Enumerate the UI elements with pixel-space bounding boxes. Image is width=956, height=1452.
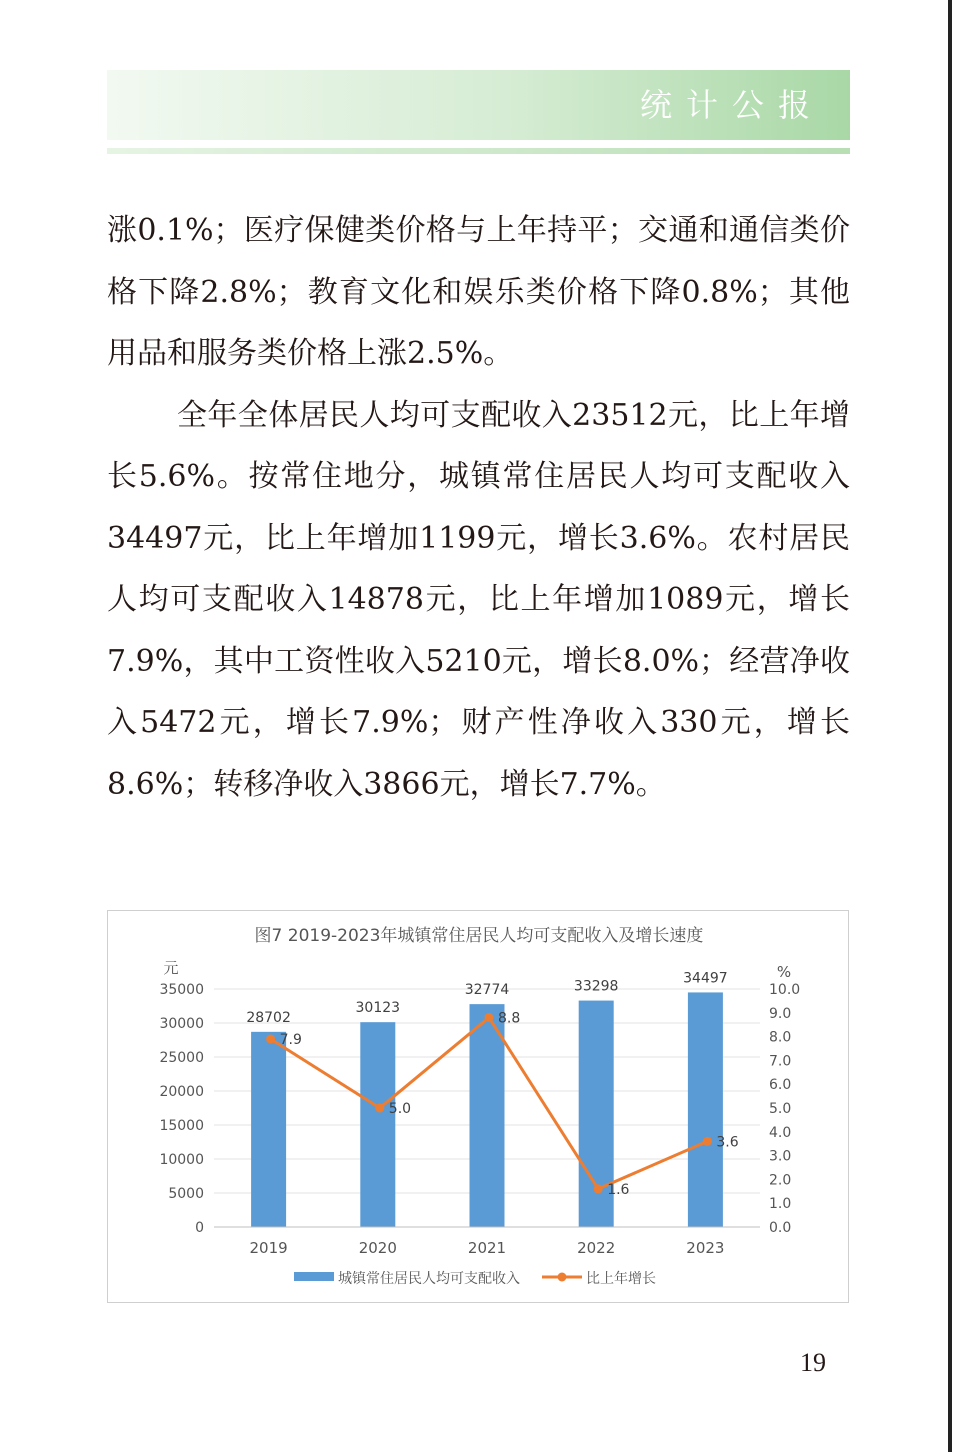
growth-value-label: 1.6	[607, 1181, 630, 1198]
legend-swatch-bar	[294, 1272, 334, 1281]
left-tick-label: 5000	[168, 1186, 204, 1202]
bar-2021	[470, 1004, 505, 1227]
growth-point-2020	[375, 1104, 384, 1113]
left-tick-label: 10000	[159, 1152, 204, 1168]
x-tick-label: 2021	[467, 1239, 507, 1257]
legend-label-income: 城镇常住居民人均可支配收入	[338, 1271, 520, 1287]
x-tick-label: 2022	[577, 1239, 616, 1257]
paragraph-price: 涨0.1%；医疗保健类价格与上年持平；交通和通信类价格下降2.8%；教育文化和娱乐类价格下降0.8%；其他用品和服务类价格上涨2.5%。	[107, 213, 850, 371]
growth-point-2023	[703, 1137, 712, 1146]
right-tick-label: 1.0	[769, 1196, 792, 1213]
bar-value-label: 30123	[355, 1000, 401, 1017]
right-tick-label: 0.0	[769, 1220, 792, 1236]
right-tick-label: 3.0	[769, 1148, 792, 1165]
growth-point-2019	[266, 1034, 275, 1043]
left-axis-unit: 元	[163, 959, 179, 977]
bar-series	[251, 992, 723, 1227]
right-tick-label: 4.0	[769, 1124, 792, 1141]
growth-value-label: 7.9	[279, 1031, 302, 1048]
left-tick-label: 20000	[159, 1084, 204, 1100]
income-chart	[107, 910, 849, 1303]
chart-canvas	[108, 911, 850, 1304]
bar-value-label: 34497	[683, 970, 728, 987]
bar-value-label: 28702	[246, 1009, 291, 1026]
right-tick-label: 6.0	[769, 1077, 792, 1094]
left-tick-label: 15000	[159, 1118, 204, 1134]
legend-swatch-marker	[558, 1273, 567, 1282]
bar-value-label: 32774	[464, 982, 510, 999]
right-tick-label: 5.0	[769, 1101, 792, 1117]
left-tick-label: 30000	[159, 1016, 204, 1032]
growth-point-2022	[594, 1184, 603, 1193]
chart-title: 图7 2019-2023年城镇常住居民人均可支配收入及增长速度	[254, 926, 704, 946]
growth-value-label: 8.8	[498, 1010, 521, 1027]
left-tick-label: 0	[195, 1220, 204, 1236]
growth-value-label: 3.6	[716, 1134, 739, 1151]
right-tick-label: 8.0	[769, 1029, 792, 1046]
left-tick-label: 35000	[159, 982, 204, 998]
legend	[294, 1270, 656, 1287]
paragraph-income: 全年全体居民人均可支配收入23512元，比上年增长5.6%。按常住地分，城镇常住居民人均可支配收入34497元，比上年增加1199元，增长3.6%。农村居民人均可支配收入14878元，比上年增加1089元，增长7.9%，其中工资性收入5210元，增长8.0%；经营净收入5472元，增长7.9%；财产性净收入330元，增长8.6%；转移净收入3866元，增长7.7%。	[107, 397, 850, 802]
x-tick-label: 2019	[249, 1239, 288, 1257]
bar-value-label: 33298	[573, 978, 619, 995]
right-tick-label: 7.0	[769, 1053, 792, 1070]
growth-value-label: 5.0	[388, 1101, 412, 1117]
page-edge-rule	[948, 0, 952, 1452]
right-tick-label: 10.0	[769, 982, 801, 998]
x-tick-label: 2023	[686, 1239, 725, 1257]
bar-2019	[251, 1032, 286, 1227]
body-text	[107, 200, 850, 815]
left-tick-label: 25000	[159, 1050, 204, 1066]
header-underline	[107, 148, 850, 154]
bar-2020	[360, 1022, 395, 1227]
right-tick-label: 2.0	[769, 1172, 792, 1189]
bar-2023	[688, 992, 723, 1227]
section-title: 统计公报	[639, 86, 824, 124]
page-number: 19	[800, 1348, 826, 1377]
right-axis-unit: %	[776, 963, 792, 981]
right-tick-label: 9.0	[769, 1005, 792, 1022]
section-header-banner	[107, 70, 850, 140]
x-tick-label: 2020	[358, 1239, 397, 1257]
growth-point-2021	[485, 1013, 494, 1022]
legend-label-growth: 比上年增长	[586, 1271, 656, 1287]
